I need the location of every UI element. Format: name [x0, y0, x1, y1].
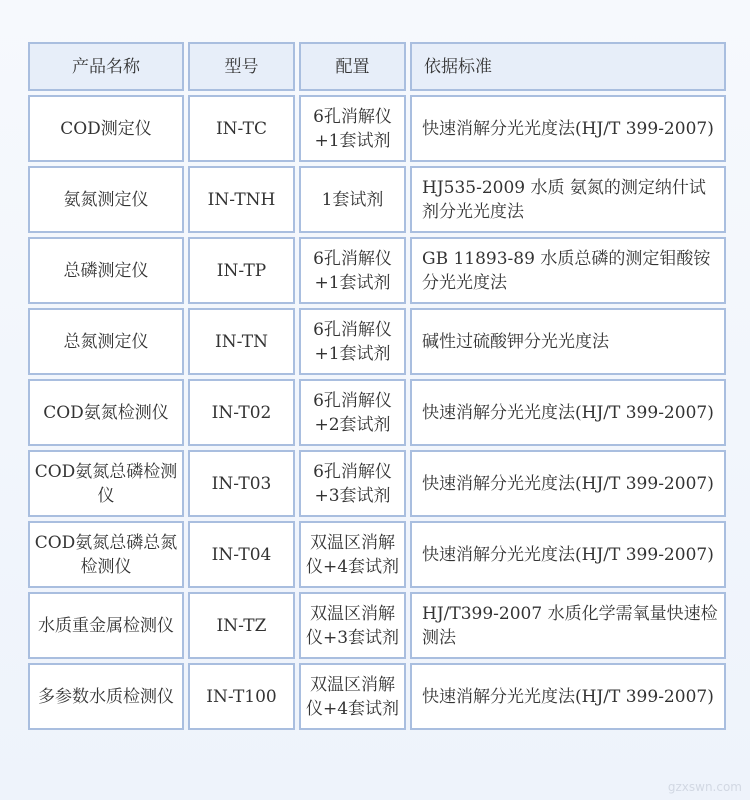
- table-row: [28, 95, 726, 162]
- table-row: [28, 237, 726, 304]
- config-cell: 1套试剂: [299, 166, 406, 233]
- config-cell: 双温区消解仪+4套试剂: [299, 663, 406, 730]
- product-name-cell: 水质重金属检测仪: [28, 592, 184, 659]
- table-row: [28, 663, 726, 730]
- header-product-name: 产品名称: [28, 42, 184, 91]
- model-cell: IN-T02: [188, 379, 295, 446]
- table-row: [28, 166, 726, 233]
- config-cell: 双温区消解仪+3套试剂: [299, 592, 406, 659]
- model-cell: IN-T100: [188, 663, 295, 730]
- product-name-cell: COD氨氮检测仪: [28, 379, 184, 446]
- table-body: [28, 95, 726, 730]
- standard-cell: GB 11893-89 水质总磷的测定钼酸铵分光光度法: [410, 237, 726, 304]
- table-row: [28, 521, 726, 588]
- product-name-cell: 总氮测定仪: [28, 308, 184, 375]
- config-cell: 6孔消解仪+1套试剂: [299, 237, 406, 304]
- standard-cell: 快速消解分光光度法(HJ/T 399-2007): [410, 379, 726, 446]
- model-cell: IN-T04: [188, 521, 295, 588]
- standard-cell: 碱性过硫酸钾分光光度法: [410, 308, 726, 375]
- spec-table: [24, 38, 730, 734]
- table-row: [28, 379, 726, 446]
- standard-cell: HJ/T399-2007 水质化学需氧量快速检测法: [410, 592, 726, 659]
- standard-cell: 快速消解分光光度法(HJ/T 399-2007): [410, 95, 726, 162]
- header-standard: 依据标准: [410, 42, 726, 91]
- table-header: [28, 42, 726, 91]
- standard-cell: 快速消解分光光度法(HJ/T 399-2007): [410, 521, 726, 588]
- product-name-cell: 多参数水质检测仪: [28, 663, 184, 730]
- standard-cell: 快速消解分光光度法(HJ/T 399-2007): [410, 663, 726, 730]
- header-model: 型号: [188, 42, 295, 91]
- standard-cell: 快速消解分光光度法(HJ/T 399-2007): [410, 450, 726, 517]
- product-name-cell: 总磷测定仪: [28, 237, 184, 304]
- config-cell: 双温区消解仪+4套试剂: [299, 521, 406, 588]
- config-cell: 6孔消解仪+1套试剂: [299, 308, 406, 375]
- table-row: [28, 308, 726, 375]
- product-name-cell: COD氨氮总磷总氮检测仪: [28, 521, 184, 588]
- config-cell: 6孔消解仪+1套试剂: [299, 95, 406, 162]
- config-cell: 6孔消解仪+3套试剂: [299, 450, 406, 517]
- header-config: 配置: [299, 42, 406, 91]
- product-name-cell: 氨氮测定仪: [28, 166, 184, 233]
- table-row: [28, 592, 726, 659]
- model-cell: IN-TZ: [188, 592, 295, 659]
- product-name-cell: COD测定仪: [28, 95, 184, 162]
- model-cell: IN-TN: [188, 308, 295, 375]
- product-name-cell: COD氨氮总磷检测仪: [28, 450, 184, 517]
- model-cell: IN-TNH: [188, 166, 295, 233]
- config-cell: 6孔消解仪+2套试剂: [299, 379, 406, 446]
- standard-cell: HJ535-2009 水质 氨氮的测定纳什试剂分光光度法: [410, 166, 726, 233]
- model-cell: IN-TC: [188, 95, 295, 162]
- model-cell: IN-TP: [188, 237, 295, 304]
- header-row: [28, 42, 726, 91]
- model-cell: IN-T03: [188, 450, 295, 517]
- table-row: [28, 450, 726, 517]
- watermark: gzxswn.com: [667, 780, 742, 794]
